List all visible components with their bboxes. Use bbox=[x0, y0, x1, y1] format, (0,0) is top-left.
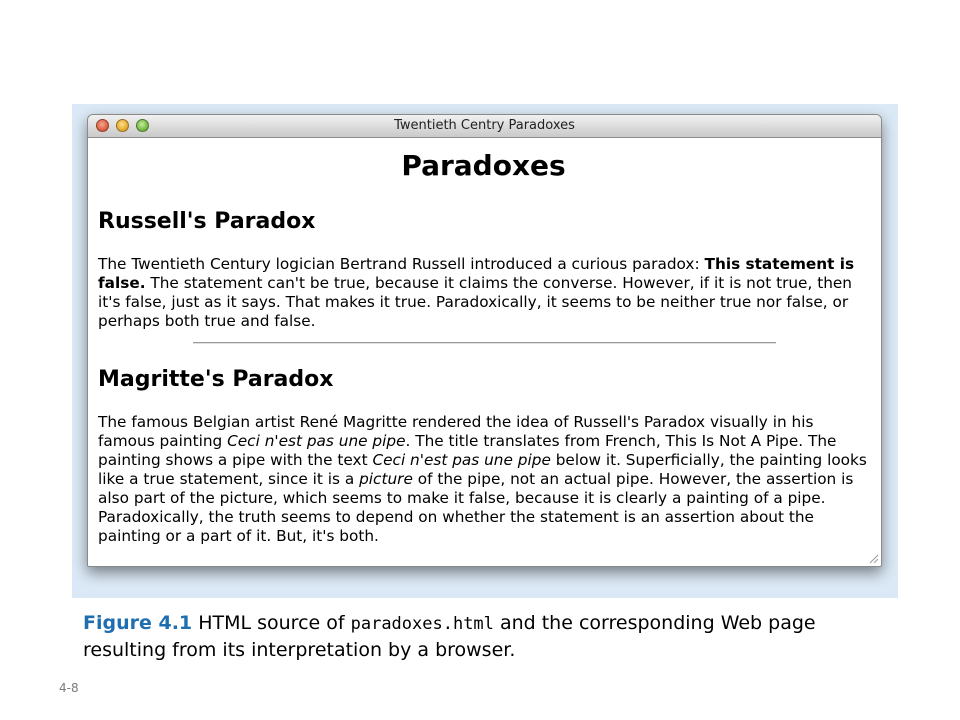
figure-label: Figure 4.1 bbox=[83, 612, 193, 634]
magritte-italic-3: picture bbox=[359, 470, 413, 488]
caption-text-1: HTML source of bbox=[192, 612, 351, 634]
russell-text-end: The statement can't be true, because it claims the converse. However, if it is not true, then it's false, just as it says. That makes it true. Paradoxically, it seems to be neither true nor false, or perhaps both true and false. bbox=[98, 274, 852, 330]
caption-code: paradoxes.html bbox=[350, 614, 494, 634]
figure-caption bbox=[83, 610, 903, 663]
resize-grip-icon[interactable] bbox=[867, 552, 879, 564]
russell-bold-statement: This statement is false. bbox=[98, 255, 855, 292]
window-titlebar[interactable] bbox=[88, 115, 881, 138]
page-heading: Paradoxes bbox=[401, 149, 566, 182]
magritte-paragraph bbox=[98, 413, 869, 546]
horizontal-rule bbox=[193, 342, 776, 344]
browser-window bbox=[87, 114, 882, 567]
magritte-heading: Magritte's Paradox bbox=[98, 367, 334, 392]
magritte-italic-1: Ceci n'est pas une pipe bbox=[227, 432, 406, 450]
magritte-italic-2: Ceci n'est pas une pipe bbox=[372, 451, 551, 469]
magritte-text-4: of the pipe, not an actual pipe. However, the assertion is also part of the picture, which seems to make it false, because it is clearly a painting of a pipe. Paradoxically, the truth seems to depend on whether the statement is an assertion about the painting or a part of it. But, it's both. bbox=[98, 470, 854, 545]
magritte-text-3: below it. Superficially, the painting looks like a true statement, since it is a bbox=[98, 451, 867, 488]
page-content bbox=[98, 139, 869, 566]
russell-text-start: The Twentieth Century logician Bertrand Russell introduced a curious paradox: bbox=[98, 255, 705, 273]
window-title: Twentieth Centry Paradoxes bbox=[394, 118, 575, 133]
magritte-text-1: The famous Belgian artist René Magritte rendered the idea of Russell's Paradox visually in his famous painting bbox=[98, 413, 814, 450]
caption-text-2: and the corresponding Web page resulting from its interpretation by a browser. bbox=[83, 612, 816, 661]
russell-paragraph bbox=[98, 255, 869, 331]
magritte-text-2: . The title translates from French, This Is Not A Pipe. The painting shows a pipe with the text bbox=[98, 432, 837, 469]
slide-number: 4-8 bbox=[59, 681, 79, 695]
russell-heading: Russell's Paradox bbox=[98, 209, 316, 234]
